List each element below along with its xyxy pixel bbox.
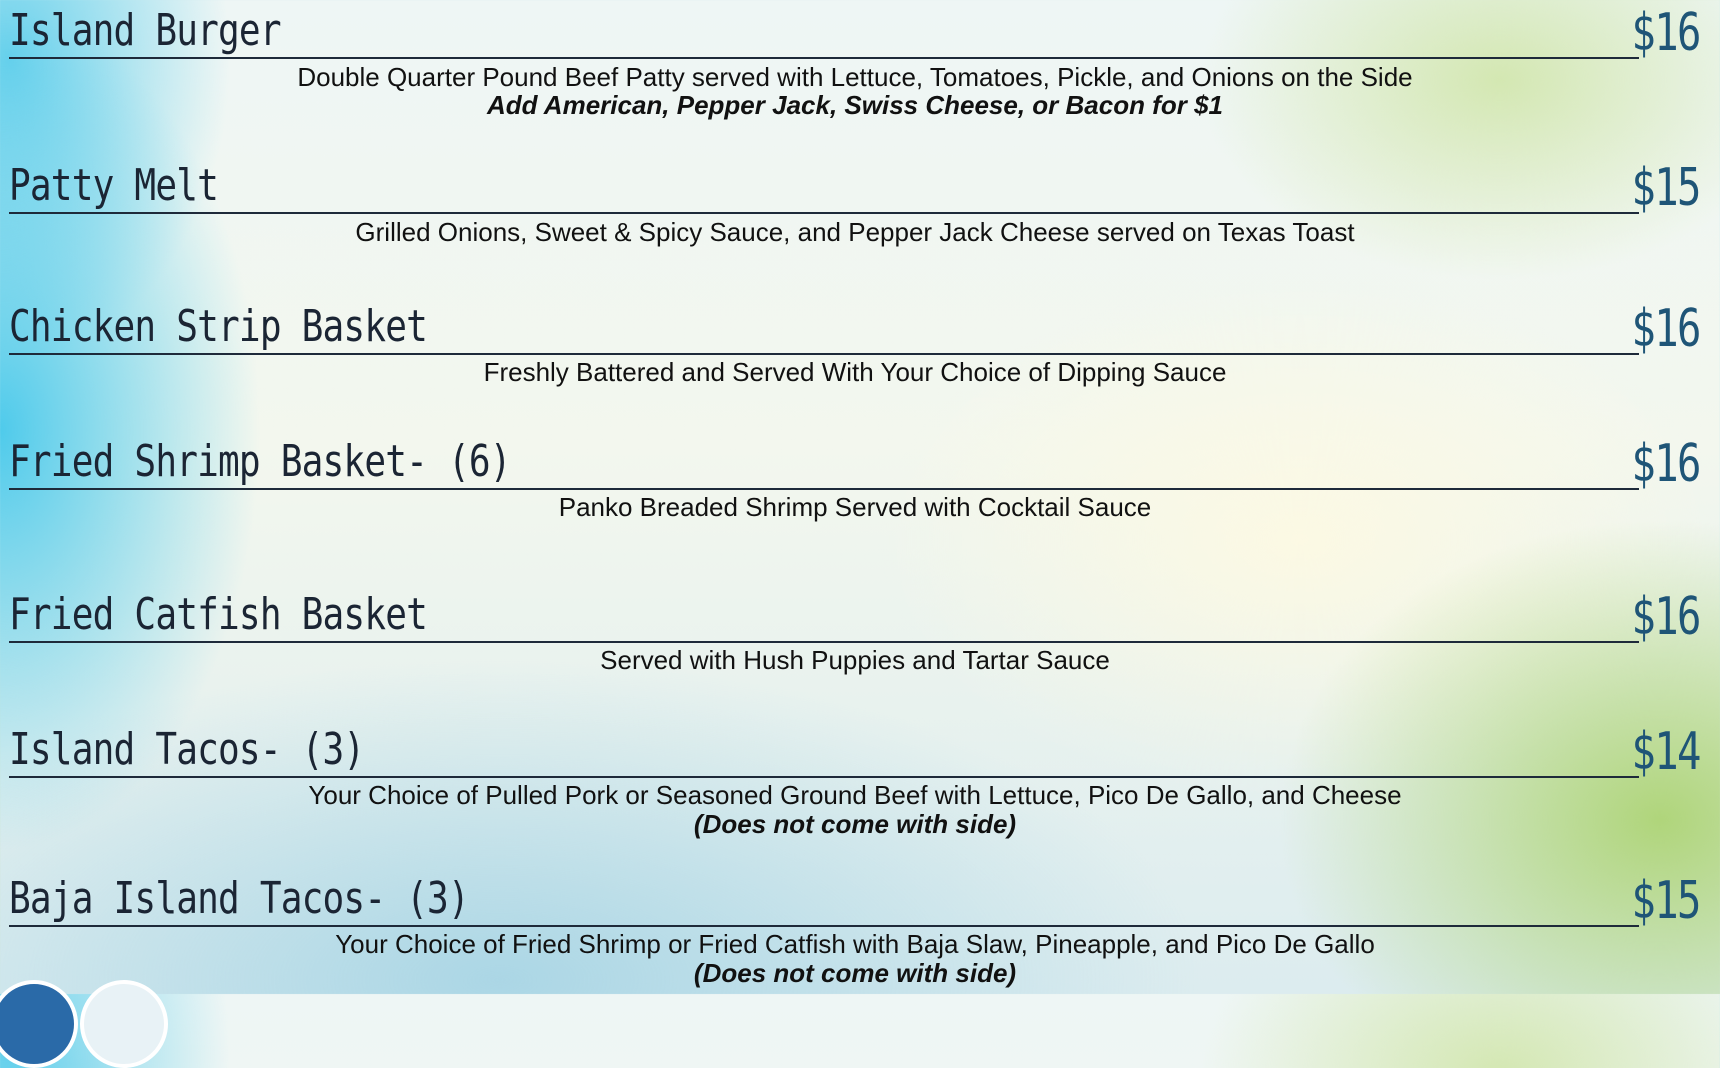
menu-item-price: $15 xyxy=(1631,158,1700,218)
menu-item-title-row xyxy=(9,873,1639,927)
menu-item-title-row xyxy=(9,589,1639,643)
menu-item-title-row xyxy=(9,160,1639,214)
menu-item-name: Chicken Strip Basket xyxy=(9,301,428,352)
menu-item-price: $16 xyxy=(1631,434,1700,494)
menu-item-name: Island Burger xyxy=(9,5,281,56)
menu-item-price: $16 xyxy=(1631,3,1700,63)
menu-item-note: (Does not come with side) xyxy=(693,809,1017,839)
menu-item-title-row xyxy=(9,5,1639,59)
decorative-circle xyxy=(80,980,168,1068)
menu-item-name: Baja Island Tacos- (3) xyxy=(9,873,469,924)
decorative-circle xyxy=(0,980,78,1068)
menu-item-price: $15 xyxy=(1631,871,1700,931)
menu-item-description: Served with Hush Puppies and Tartar Sauce xyxy=(600,645,1110,675)
menu-item-price: $16 xyxy=(1631,587,1700,647)
menu-item-description: Freshly Battered and Served With Your Choice of Dipping Sauce xyxy=(483,357,1227,387)
menu-item-name: Island Tacos- (3) xyxy=(9,724,365,775)
menu-item-title-row xyxy=(9,301,1639,355)
menu-item-note: Add American, Pepper Jack, Swiss Cheese, or Bacon for $1 xyxy=(487,90,1223,120)
menu-item-title-row xyxy=(9,436,1639,490)
menu-item-description: Your Choice of Fried Shrimp or Fried Catfish with Baja Slaw, Pineapple, and Pico De Gallo xyxy=(335,929,1375,959)
menu-item-description: Panko Breaded Shrimp Served with Cocktail Sauce xyxy=(558,492,1152,522)
menu-item-name: Fried Shrimp Basket- (6) xyxy=(9,436,511,487)
menu-item-price: $16 xyxy=(1631,299,1700,359)
menu-item-description: Double Quarter Pound Beef Patty served with Lettuce, Tomatoes, Pickle, and Onions on the Side xyxy=(297,62,1413,92)
menu-item-note: (Does not come with side) xyxy=(693,958,1017,988)
menu-item-price: $14 xyxy=(1631,722,1700,782)
menu-item-description: Grilled Onions, Sweet & Spicy Sauce, and Pepper Jack Cheese served on Texas Toast xyxy=(355,217,1355,247)
menu-item-title-row xyxy=(9,724,1639,778)
menu-item-name: Fried Catfish Basket xyxy=(9,589,428,640)
menu-item-description: Your Choice of Pulled Pork or Seasoned Ground Beef with Lettuce, Pico De Gallo, and Cheese xyxy=(308,780,1402,810)
menu-item-name: Patty Melt xyxy=(9,160,219,211)
